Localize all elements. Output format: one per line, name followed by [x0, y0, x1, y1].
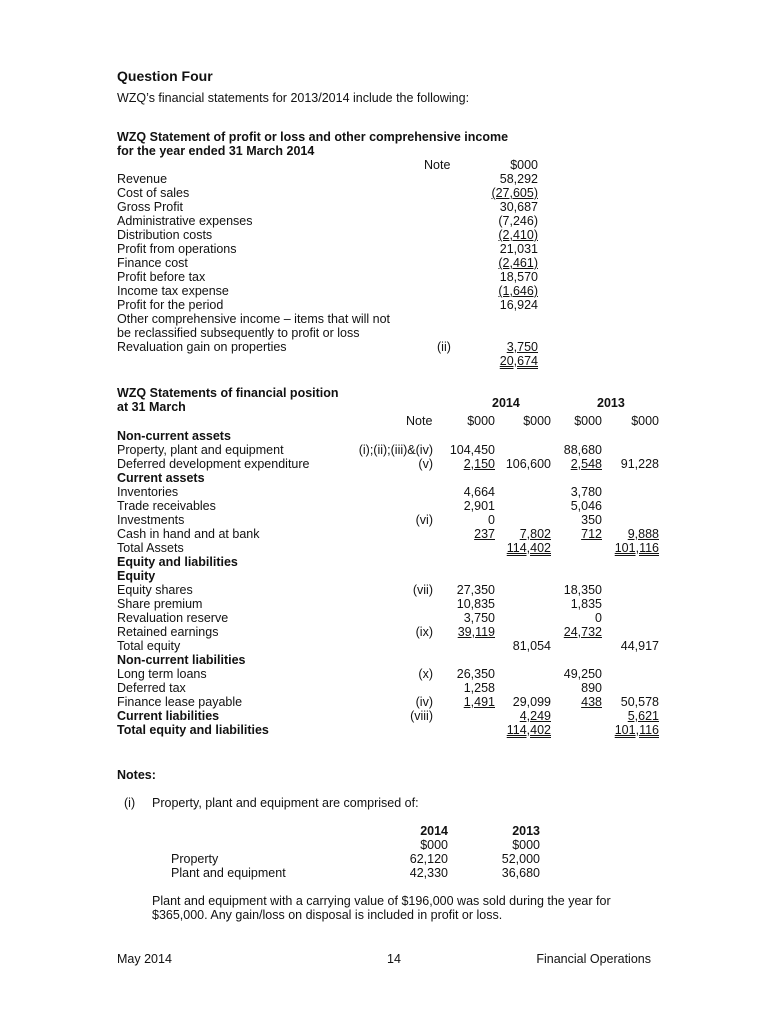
pl-row: [0, 270, 768, 284]
sfp-row: [0, 611, 768, 625]
sfp-row-label: Investments: [117, 513, 185, 527]
pl-row-label: Profit from operations: [117, 242, 237, 256]
sfp-row-2013-detail: 890: [581, 681, 602, 695]
sfp-row: [0, 569, 768, 583]
pl-row-value: (2,461): [498, 256, 538, 270]
sfp-row-2013-detail: 49,250: [563, 667, 602, 681]
sfp-row: [0, 723, 768, 737]
sfp-row-label: Deferred tax: [117, 681, 186, 695]
sfp-row-label: Current liabilities: [117, 709, 220, 723]
sfp-row-2013-total: 9,888: [627, 527, 659, 541]
sfp-row-2014-detail: 4,664: [463, 485, 495, 499]
sfp-row-2014-total: 114,402: [506, 723, 551, 737]
sfp-row-2013-total: 5,621: [627, 709, 659, 723]
sfp-row-2013-detail: 3,780: [570, 485, 602, 499]
sfp-row-label: Equity: [117, 569, 156, 583]
pl-row: [0, 256, 768, 270]
ppe-row: [0, 852, 768, 866]
pl-row-label: Finance cost: [117, 256, 188, 270]
sfp-row: [0, 443, 768, 457]
ppe-row-2013: 36,680: [501, 866, 540, 880]
sfp-row-2014-total: 7,802: [519, 527, 551, 541]
sfp-row-label: Total Assets: [117, 541, 184, 555]
sfp-row-2013-detail: 350: [581, 513, 602, 527]
ppe-row: [0, 866, 768, 880]
sfp-year-2014: 2014: [492, 396, 520, 410]
sfp-row: [0, 555, 768, 569]
sfp-row-2013-total: 101,116: [614, 541, 659, 555]
pl-row-value: (27,605): [491, 186, 538, 200]
pl-row-label: Income tax expense: [117, 284, 229, 298]
pl-row: [0, 354, 768, 368]
sfp-row-label: Inventories: [117, 485, 179, 499]
ppe-row-label: Plant and equipment: [171, 866, 286, 880]
sfp-title-line1: WZQ Statements of financial position: [117, 386, 339, 400]
pl-title-line1: WZQ Statement of profit or loss and other comprehensive income: [117, 130, 509, 144]
pl-row-label: Gross Profit: [117, 200, 183, 214]
sfp-row-2014-detail: 1,491: [463, 695, 495, 709]
sfp-row-2014-detail: 3,750: [463, 611, 495, 625]
pl-row: [0, 214, 768, 228]
sfp-row-note: (vii): [412, 583, 433, 597]
pl-row-label: be reclassified subsequently to profit or loss: [117, 326, 360, 340]
sfp-row-note: (iv): [415, 695, 433, 709]
sfp-row-label: Finance lease payable: [117, 695, 243, 709]
footer-date: May 2014: [117, 952, 172, 966]
pl-row-label: Revaluation gain on properties: [117, 340, 287, 354]
sfp-row: [0, 513, 768, 527]
pl-row-label: Profit before tax: [117, 270, 206, 284]
sfp-row-2014-detail: 39,119: [457, 625, 495, 639]
sfp-row-note: (ix): [415, 625, 433, 639]
sfp-row-note: (viii): [410, 709, 433, 723]
pl-row: [0, 228, 768, 242]
sfp-row-2014-detail: 27,350: [456, 583, 495, 597]
sfp-unit-d: $000: [631, 414, 659, 428]
footer-page-number: 14: [387, 952, 401, 966]
pl-row: [0, 312, 768, 326]
sfp-note-header: Note: [406, 414, 433, 428]
pl-row-value: 30,687: [499, 200, 538, 214]
sfp-row-2014-total: 4,249: [519, 709, 551, 723]
sfp-row-label: Current assets: [117, 471, 205, 485]
pl-row-label: Administrative expenses: [117, 214, 253, 228]
sfp-row: [0, 695, 768, 709]
sfp-row: [0, 681, 768, 695]
pl-row-value: 21,031: [499, 242, 538, 256]
sfp-row-note: (x): [418, 667, 433, 681]
sfp-row: [0, 499, 768, 513]
pl-row-label: Cost of sales: [117, 186, 190, 200]
sfp-title-line2: at 31 March: [117, 400, 186, 414]
ppe-year-2014: 2014: [420, 824, 448, 838]
pl-row: [0, 186, 768, 200]
note-i-number: (i): [124, 796, 136, 810]
sfp-row-label: Deferred development expenditure: [117, 457, 310, 471]
ppe-row-2013: 52,000: [501, 852, 540, 866]
pl-row-value: 16,924: [499, 298, 538, 312]
sfp-row-2013-detail: 0: [595, 611, 602, 625]
pl-row-label: Distribution costs: [117, 228, 213, 242]
pl-row: [0, 326, 768, 340]
sfp-row-note: (i);(ii);(iii)&(iv): [358, 443, 433, 457]
sfp-year-2013: 2013: [597, 396, 625, 410]
sfp-row-2014-detail: 0: [488, 513, 495, 527]
sfp-unit-a: $000: [467, 414, 495, 428]
sfp-row: [0, 457, 768, 471]
pl-row: [0, 242, 768, 256]
sfp-row-2013-detail: 5,046: [570, 499, 602, 513]
pl-row-value: (1,646): [498, 284, 538, 298]
pl-row: [0, 284, 768, 298]
sfp-row: [0, 485, 768, 499]
sfp-row-note: (vi): [415, 513, 433, 527]
sfp-row-label: Trade receivables: [117, 499, 216, 513]
question-title: Question Four: [117, 68, 213, 84]
sfp-row-2014-detail: 237: [474, 527, 495, 541]
footer-title: Financial Operations: [536, 952, 651, 966]
pl-row: [0, 298, 768, 312]
sfp-row-label: Equity shares: [117, 583, 193, 597]
sfp-row-label: Property, plant and equipment: [117, 443, 284, 457]
pl-row-label: Revenue: [117, 172, 168, 186]
disposal-line2: $365,000. Any gain/loss on disposal is included in profit or loss.: [152, 908, 503, 922]
sfp-row-2014-total: 106,600: [505, 457, 551, 471]
sfp-unit-b: $000: [523, 414, 551, 428]
sfp-row-label: Non-current assets: [117, 429, 231, 443]
sfp-row-2013-detail: 2,548: [570, 457, 602, 471]
sfp-row-2013-detail: 24,732: [563, 625, 602, 639]
sfp-row-label: Revaluation reserve: [117, 611, 229, 625]
sfp-row-2014-detail: 26,350: [456, 667, 495, 681]
pl-row: [0, 200, 768, 214]
notes-heading: Notes:: [117, 768, 156, 782]
disposal-line1: Plant and equipment with a carrying value of $196,000 was sold during the year for: [152, 894, 611, 908]
sfp-row: [0, 639, 768, 653]
sfp-row-note: (v): [418, 457, 433, 471]
sfp-row: [0, 709, 768, 723]
sfp-row: [0, 429, 768, 443]
sfp-row-label: Total equity: [117, 639, 181, 653]
ppe-unit-2014: $000: [420, 838, 448, 852]
sfp-row-label: Total equity and liabilities: [117, 723, 269, 737]
sfp-row-2014-total: 81,054: [512, 639, 551, 653]
sfp-row: [0, 667, 768, 681]
sfp-row-2013-detail: 18,350: [563, 583, 602, 597]
sfp-row: [0, 471, 768, 485]
sfp-row-label: Non-current liabilities: [117, 653, 246, 667]
pl-title-line2: for the year ended 31 March 2014: [117, 144, 315, 158]
pl-row-label: Other comprehensive income – items that will not: [117, 312, 391, 326]
sfp-row-label: Equity and liabilities: [117, 555, 238, 569]
pl-row-value: (2,410): [498, 228, 538, 242]
pl-row-label: Profit for the period: [117, 298, 224, 312]
sfp-row: [0, 583, 768, 597]
sfp-row-2013-detail: 438: [581, 695, 602, 709]
sfp-row-2014-detail: 2,901: [463, 499, 495, 513]
sfp-row-2013-total: 101,116: [614, 723, 659, 737]
pl-row-value: 3,750: [506, 340, 538, 354]
sfp-row: [0, 653, 768, 667]
sfp-row-2014-detail: 104,450: [449, 443, 495, 457]
ppe-year-2013: 2013: [512, 824, 540, 838]
ppe-unit-2013: $000: [512, 838, 540, 852]
sfp-row-2014-detail: 1,258: [463, 681, 495, 695]
sfp-row-2013-total: 91,228: [620, 457, 659, 471]
sfp-row-2014-total: 29,099: [512, 695, 551, 709]
ppe-row-label: Property: [171, 852, 219, 866]
sfp-row-2013-total: 44,917: [620, 639, 659, 653]
sfp-unit-c: $000: [574, 414, 602, 428]
sfp-row-2014-detail: 2,150: [463, 457, 495, 471]
pl-unit-header: $000: [510, 158, 538, 172]
sfp-row-2013-detail: 1,835: [570, 597, 602, 611]
pl-row-value: 20,674: [499, 354, 538, 368]
pl-row-value: (7,246): [498, 214, 538, 228]
note-i-text: Property, plant and equipment are comprised of:: [152, 796, 419, 810]
sfp-row-2014-detail: 10,835: [456, 597, 495, 611]
pl-row-note: (ii): [437, 340, 451, 354]
sfp-row-2013-detail: 88,680: [563, 443, 602, 457]
ppe-row-2014: 42,330: [409, 866, 448, 880]
ppe-row-2014: 62,120: [409, 852, 448, 866]
sfp-row-label: Share premium: [117, 597, 203, 611]
sfp-row-label: Retained earnings: [117, 625, 219, 639]
pl-row-value: 58,292: [499, 172, 538, 186]
pl-row: [0, 340, 768, 354]
sfp-row: [0, 541, 768, 555]
sfp-row: [0, 527, 768, 541]
sfp-row-2014-total: 114,402: [506, 541, 551, 555]
intro-text: WZQ’s financial statements for 2013/2014 include the following:: [117, 91, 470, 105]
sfp-row: [0, 597, 768, 611]
sfp-row-2013-detail: 712: [581, 527, 602, 541]
pl-note-header: Note: [424, 158, 451, 172]
sfp-row-label: Cash in hand and at bank: [117, 527, 260, 541]
pl-row: [0, 172, 768, 186]
sfp-row-2013-total: 50,578: [620, 695, 659, 709]
sfp-row: [0, 625, 768, 639]
pl-row-value: 18,570: [499, 270, 538, 284]
sfp-row-label: Long term loans: [117, 667, 207, 681]
